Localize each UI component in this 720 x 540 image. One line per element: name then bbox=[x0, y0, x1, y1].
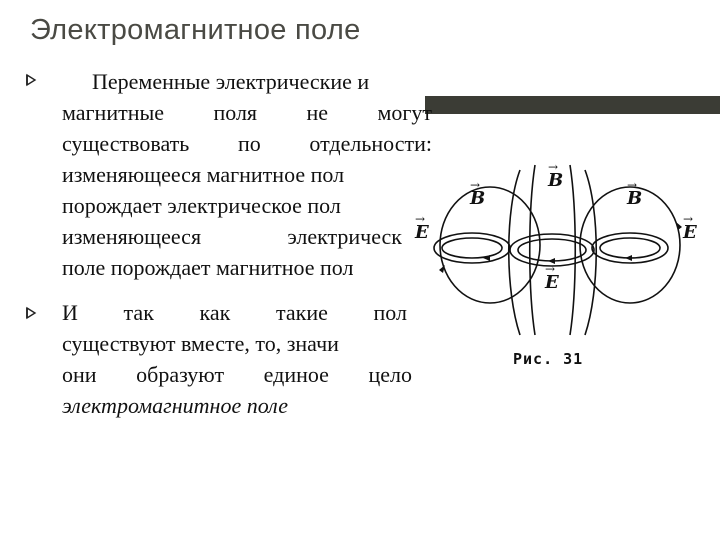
electromagnetic-field-diagram bbox=[410, 150, 720, 380]
figure-caption: Рис. 31 bbox=[513, 350, 584, 368]
bullet-1-line: Переменные электрические и bbox=[92, 69, 370, 94]
bullet-1-line: поле порождает магнитное пол bbox=[62, 255, 354, 280]
bullet-1-line: существовать по отдельности: bbox=[62, 131, 432, 156]
decorative-bar bbox=[425, 96, 720, 114]
label-b-left: B bbox=[470, 188, 486, 209]
bullet-text-1 bbox=[62, 66, 432, 283]
bullet-1-line: изменяющееся электрическ bbox=[62, 224, 402, 249]
label-b-right: B bbox=[627, 188, 643, 209]
emphasis-text: электромагнитное поле bbox=[62, 393, 289, 418]
label-e-left: E bbox=[415, 222, 429, 243]
label-b-top: B bbox=[548, 170, 564, 191]
bullet-2-line: они образуют единое цело bbox=[62, 362, 412, 387]
bullet-2-line: И так как такие пол bbox=[62, 300, 407, 325]
bullet-text-2 bbox=[62, 297, 432, 421]
arrow-bullet-icon bbox=[24, 306, 38, 320]
bullet-1-line: магнитные поля не могут bbox=[62, 100, 432, 125]
slide-title: Электромагнитное поле bbox=[30, 14, 361, 46]
label-e-right: E bbox=[683, 222, 697, 243]
bullet-2-line: существуют вместе, то, значи bbox=[62, 331, 339, 356]
bullet-1-line: порождает электрическое пол bbox=[62, 193, 341, 218]
label-e-bottom: E bbox=[545, 272, 559, 293]
bullet-1-line: изменяющееся магнитное пол bbox=[62, 162, 345, 187]
arrow-bullet-icon bbox=[24, 73, 38, 87]
